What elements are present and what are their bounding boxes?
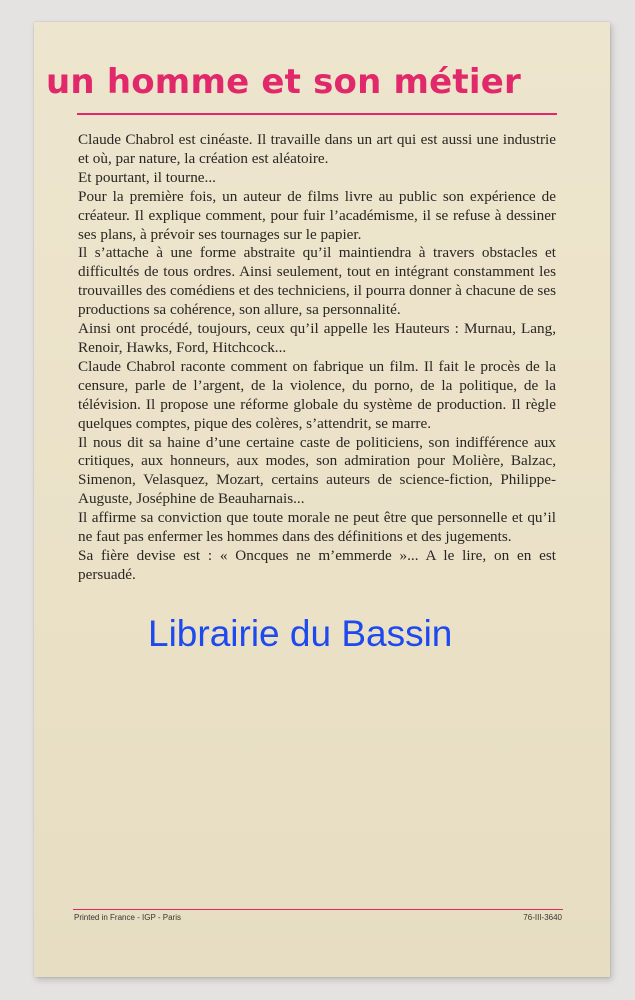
blurb-paragraph-1: Claude Chabrol est cinéaste. Il travaille dans un art qui est aussi une industrie et où, par nature, la création est aléatoire. bbox=[78, 131, 556, 167]
blurb-paragraph-9: Sa fière devise est : « Oncques ne m’emmerde »... A le lire, on en est persuadé. bbox=[78, 546, 556, 583]
blurb-paragraph-8: Il affirme sa conviction que toute morale ne peut être que personnelle et qu’il ne faut pas enfermer les hommes dans des définitions et des jugements. bbox=[78, 509, 556, 546]
blurb-text bbox=[78, 131, 556, 585]
blurb-paragraph-2: Et pourtant, il tourne... bbox=[78, 168, 216, 186]
footer-divider bbox=[73, 909, 563, 910]
shop-watermark: Librairie du Bassin bbox=[148, 613, 453, 654]
blurb-paragraph-5: Ainsi ont procédé, toujours, ceux qu’il appelle les Hauteurs : Murnau, Lang, Renoir, Hawks, Ford, Hitchcock... bbox=[78, 320, 556, 356]
blurb-paragraph-4: Il s’attache à une forme abstraite qu’il maintiendra à travers obstacles et difficultés de tous ordres. Ainsi seulement, tout en intégrant constamment les trouvailles des comédiens et des techniciens, il pourra donner à chacune de ses productions sa cohérence, son allure, sa personnalité. bbox=[78, 244, 556, 319]
cover-title: un homme et son métier bbox=[46, 62, 521, 102]
catalog-code: 76-III-3640 bbox=[523, 913, 562, 922]
blurb-paragraph-3: Pour la première fois, un auteur de films livre au public son expérience de créateur. Il explique comment, pour fuir l’académisme, il se refuse à dessiner ses plans, à prévoir ses tournages sur le papier. bbox=[78, 187, 556, 243]
title-divider bbox=[77, 113, 557, 115]
blurb-paragraph-6: Claude Chabrol raconte comment on fabrique un film. Il fait le procès de la censure, parle de l’argent, de la violence, du porno, de la politique, de la télévision. Il propose une réforme globale du système de production. Il règle quelques comptes, pique des colères, s’attendrit, se marre. bbox=[78, 357, 556, 432]
blurb-paragraph-7: Il nous dit sa haine d’une certaine caste de politiciens, son indifférence aux critiques, aux honneurs, aux modes, son admiration pour Molière, Balzac, Simenon, Velasquez, Mozart, certains auteurs de science-fiction, Philippe-Auguste, Joséphine de Beauharnais... bbox=[78, 433, 556, 508]
printer-imprint: Printed in France - IGP - Paris bbox=[74, 913, 181, 922]
